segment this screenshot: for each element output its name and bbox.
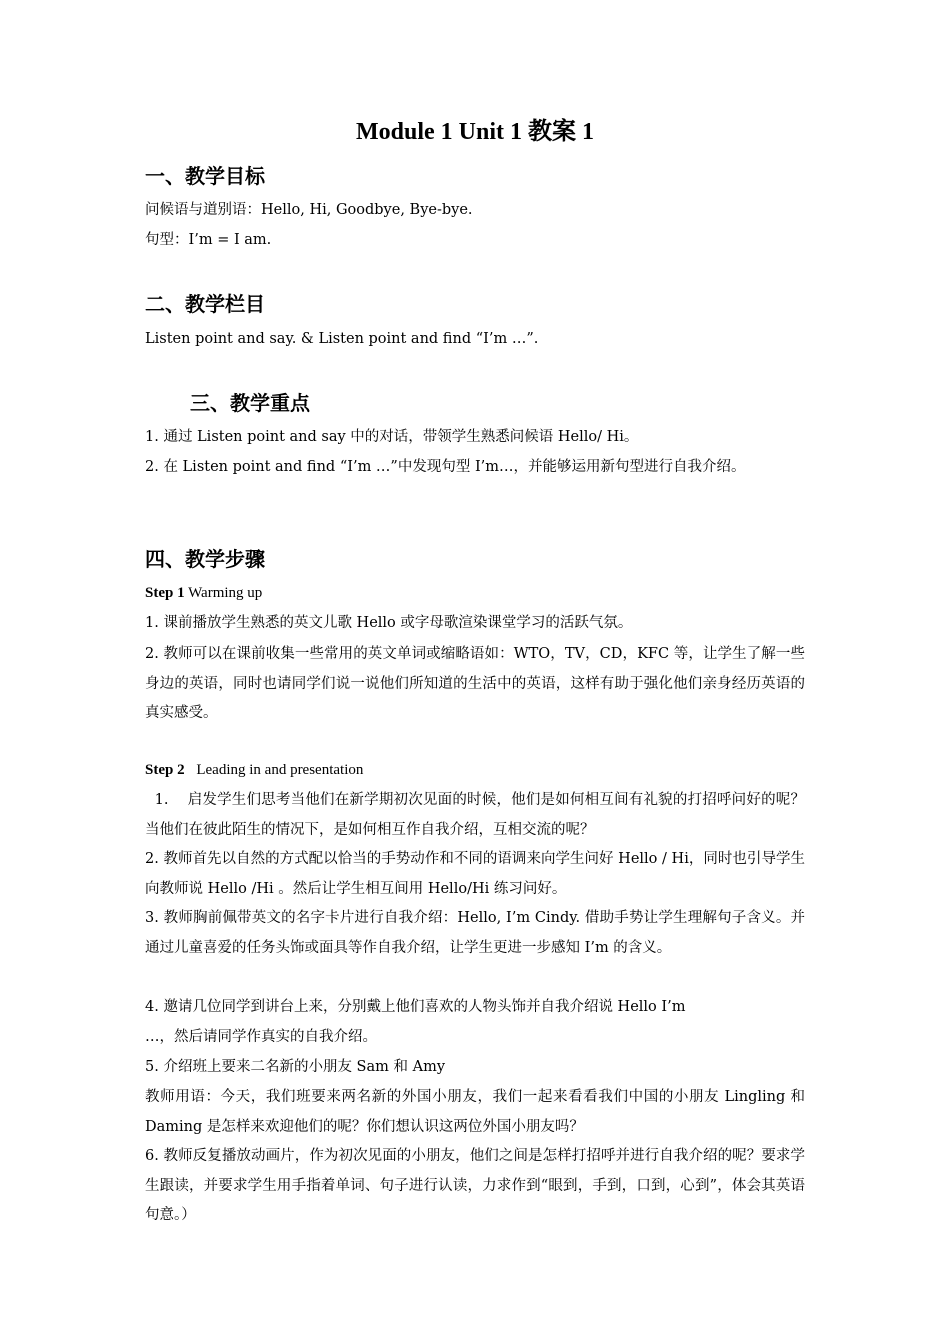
step-2-label: Step 2: [145, 762, 185, 778]
section-heading-objectives: 一、教学目标: [145, 164, 265, 188]
key-point-2: 2. 在 Listen point and find “I’m …”中发现句型 I’m…，并能够运用新句型进行自我介绍。: [145, 459, 746, 475]
step-2-name: Leading in and presentation: [196, 762, 364, 778]
objectives-line-greetings: 问候语与道别语：Hello, Hi, Goodbye, Bye-bye.: [145, 202, 473, 218]
step-1-item-1: 1. 课前播放学生熟悉的英文儿歌 Hello 或字母歌渲染课堂学习的活跃气氛。: [145, 615, 633, 631]
step-2-item-3: 3. 教师胸前佩带英文的名字卡片进行自我介绍：Hello, I’m Cindy. 借助手势让学生理解句子含义。并通过儿童喜爱的任务头饰或面具等作自我介绍，让学生更进一步感知 I’m 的含义。: [145, 910, 805, 956]
step-1-item-2: 2. 教师可以在课前收集一些常用的英文单词或缩略语如：WTO，TV，CD，KFC 等，让学生了解一些身边的英语，同时也请同学们说一说他们所知道的生活中的英语，这样有助于强化他们亲身经历英语的真实感受。: [145, 646, 805, 721]
step-1-heading: [145, 582, 262, 604]
key-point-1: 1. 通过 Listen point and say 中的对话，带领学生熟悉问候语 Hello/ Hi。: [145, 429, 639, 445]
step-2-item-1: 1. 启发学生们思考当他们在新学期初次见面的时候，他们是如何相互间有礼貌的打招呼问好的呢？当他们在彼此陌生的情况下，是如何相互作自我介绍，互相交流的呢？: [145, 792, 805, 838]
step-2-item-2: 2. 教师首先以自然的方式配以恰当的手势动作和不同的语调来向学生问好 Hello / Hi，同时也引导学生向教师说 Hello /Hi 。然后让学生相互间用 Hello/Hi 练习问好。: [145, 851, 805, 897]
section-heading-steps: 四、教学步骤: [145, 547, 265, 571]
columns-line: Listen point and say. & Listen point and find “I’m …”.: [145, 331, 539, 347]
objectives-line-pattern: 句型：I’m = I am.: [145, 232, 272, 248]
section-heading-key-points: 三、教学重点: [190, 391, 310, 415]
step-1-label: Step 1: [145, 585, 185, 601]
step-2-item-4-cont: …，然后请同学作真实的自我介绍。: [145, 1029, 377, 1045]
document-title: Module 1 Unit 1 教案 1: [355, 119, 594, 145]
step-1-name: Warming up: [188, 585, 263, 601]
step-2-item-5: 5. 介绍班上要来二名新的小朋友 Sam 和 Amy: [145, 1059, 446, 1075]
step-2-teacher-talk: 教师用语：今天，我们班要来两名新的外国小朋友，我们一起来看看我们中国的小朋友 Lingling 和 Daming 是怎样来欢迎他们的呢？你们想认识这两位外国小朋友吗？: [145, 1089, 805, 1135]
section-heading-columns: 二、教学栏目: [145, 292, 265, 316]
step-2-heading: [145, 759, 363, 781]
step-2-item-4: 4. 邀请几位同学到讲台上来，分别戴上他们喜欢的人物头饰并自我介绍说 Hello I’m: [145, 999, 686, 1015]
step-2-item-6: 6. 教师反复播放动画片，作为初次见面的小朋友，他们之间是怎样打招呼并进行自我介绍的呢？要求学生跟读，并要求学生用手指着单词、句子进行认读，力求作到“眼到，手到，口到，心到”，体会其英语句意。）: [145, 1148, 805, 1223]
